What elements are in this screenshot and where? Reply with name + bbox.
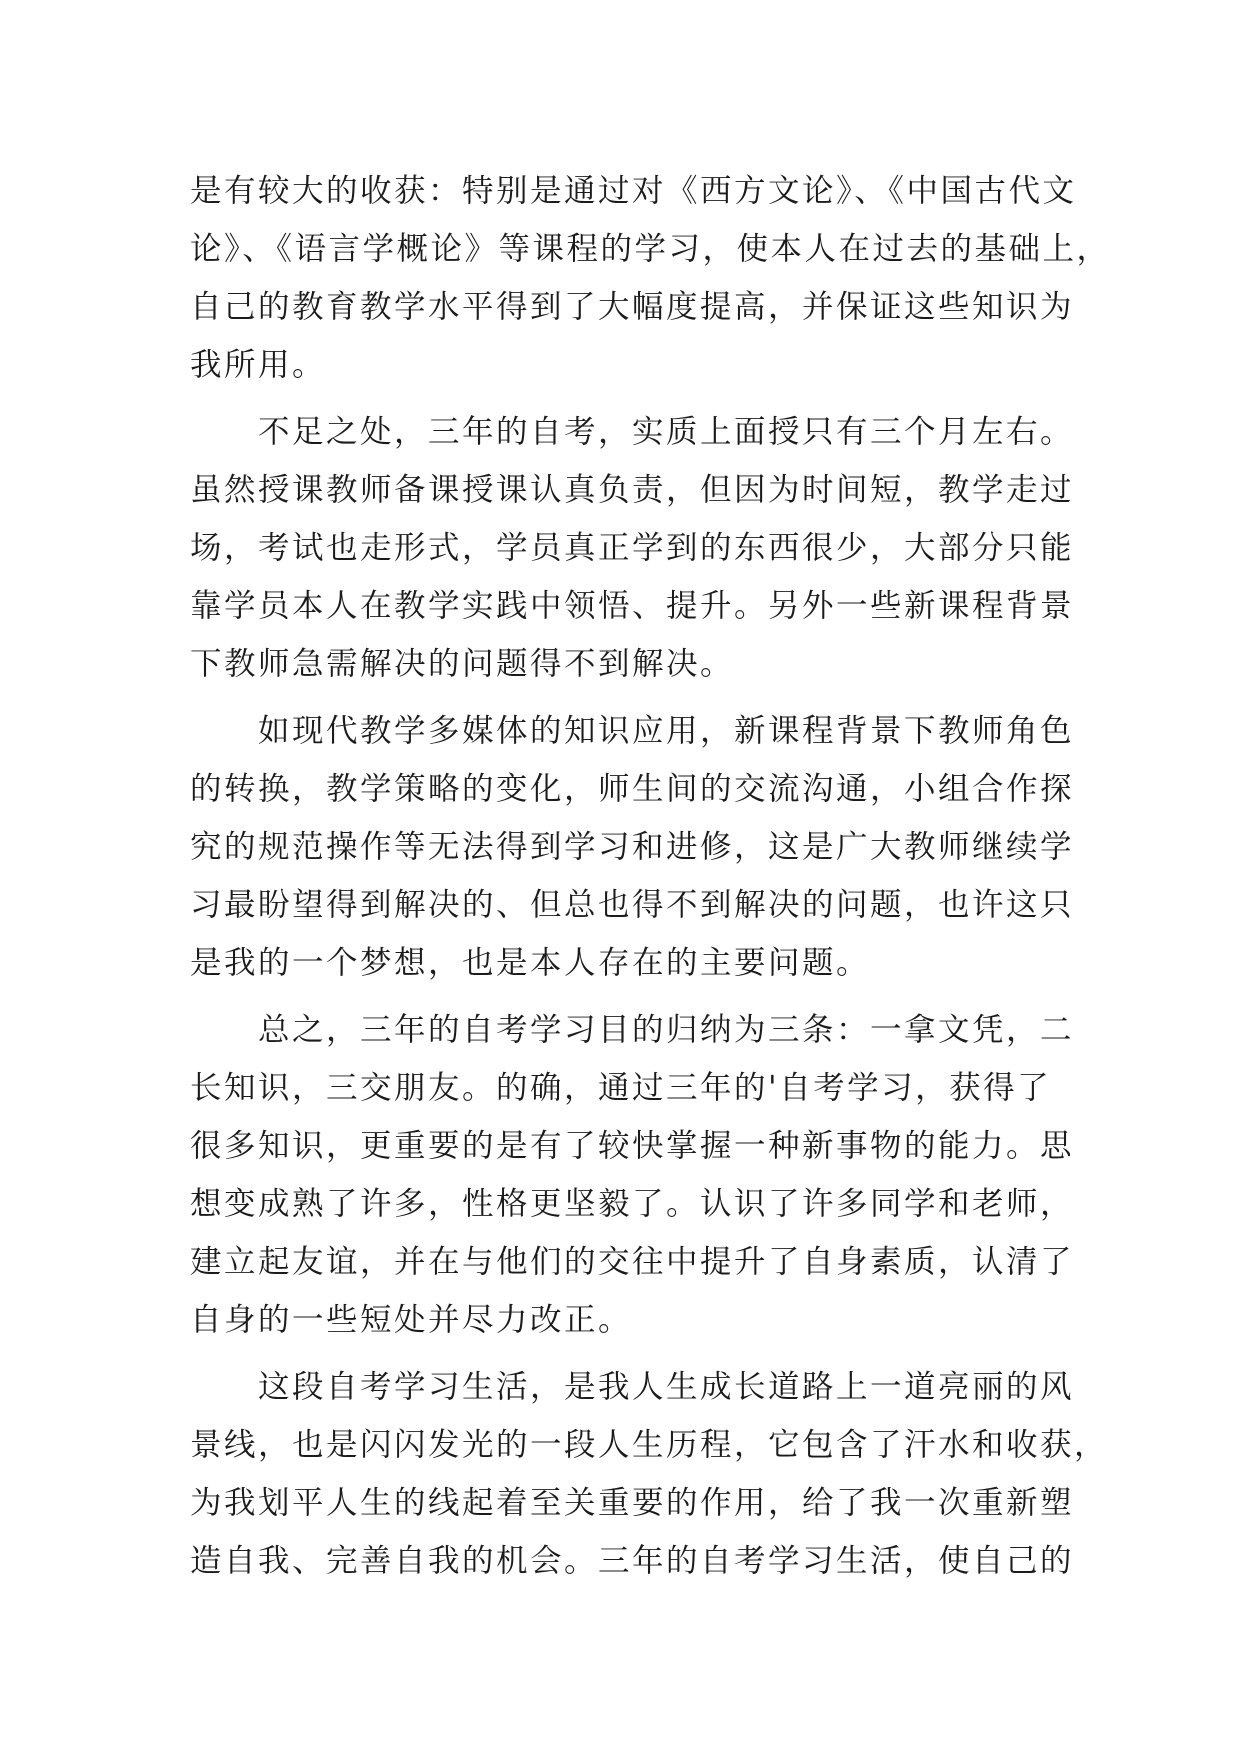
text-line: 长知识，三交朋友。的确，通过三年的'自考学习，获得了 [190, 1070, 1052, 1106]
paragraph-gap [190, 992, 1050, 1001]
text-line: 是我的一个梦想，也是本人存在的主要问题。 [190, 945, 871, 981]
text-line: 下教师急需解决的问题得不到解决。 [190, 646, 735, 682]
text-line: 自己的教育教学水平得到了大幅度提高，并保证这些知识为 [190, 289, 1075, 325]
paragraph [190, 162, 1111, 394]
text-line: 是有较大的收获：特别是通过对《西方文论》、《中国古代文 [190, 173, 1077, 209]
text-line: 如现代教学多媒体的知识应用，新课程背景下教师角色 [258, 713, 1075, 749]
text-line: 很多知识，更重要的是有了较快掌握一种新事物的能力。思 [190, 1128, 1075, 1164]
text-line: 不足之处，三年的自考，实质上面授只有三个月左右。 [258, 414, 1075, 450]
paragraph [190, 1358, 1109, 1590]
text-line: 习最盼望得到解决的、但总也得不到解决的问题，也许这只 [190, 887, 1075, 923]
text-line: 想变成熟了许多，性格更坚毅了。认识了许多同学和老师， [190, 1186, 1075, 1222]
text-line: 的转换，教学策略的变化，师生间的交流沟通，小组合作探 [190, 771, 1075, 807]
paragraph-gap [190, 693, 1050, 702]
paragraph-gap [190, 1349, 1050, 1358]
text-line: 这段自考学习生活，是我人生成长道路上一道亮丽的风 [258, 1369, 1075, 1405]
text-line: 靠学员本人在教学实践中领悟、提升。另外一些新课程背景 [190, 588, 1075, 624]
text-line: 虽然授课教师备课授课认真负责，但因为时间短，教学走过 [190, 472, 1075, 508]
document-body [190, 162, 1111, 1590]
text-line: 建立起友谊，并在与他们的交往中提升了自身素质，认清了 [190, 1244, 1075, 1280]
text-line: 为我划平人生的线起着至关重要的作用，给了我一次重新塑 [190, 1485, 1075, 1521]
text-line: 究的规范操作等无法得到学习和进修，这是广大教师继续学 [190, 829, 1075, 865]
text-line: 论》、《语言学概论》等课程的学习，使本人在过去的基础上， [190, 231, 1111, 267]
text-line: 我所用。 [190, 347, 327, 383]
text-line: 景线，也是闪闪发光的一段人生历程，它包含了汗水和收获， [190, 1427, 1109, 1463]
paragraph-gap [190, 394, 1050, 403]
paragraph [190, 403, 1075, 693]
paragraph [190, 702, 1075, 992]
text-line: 场，考试也走形式，学员真正学到的东西很少，大部分只能 [190, 530, 1075, 566]
text-line: 总之，三年的自考学习目的归纳为三条：一拿文凭，二 [258, 1012, 1075, 1048]
text-line: 自身的一些短处并尽力改正。 [190, 1302, 633, 1338]
paragraph [190, 1001, 1075, 1349]
text-line: 造自我、完善自我的机会。三年的自考学习生活，使自己的 [190, 1543, 1075, 1579]
